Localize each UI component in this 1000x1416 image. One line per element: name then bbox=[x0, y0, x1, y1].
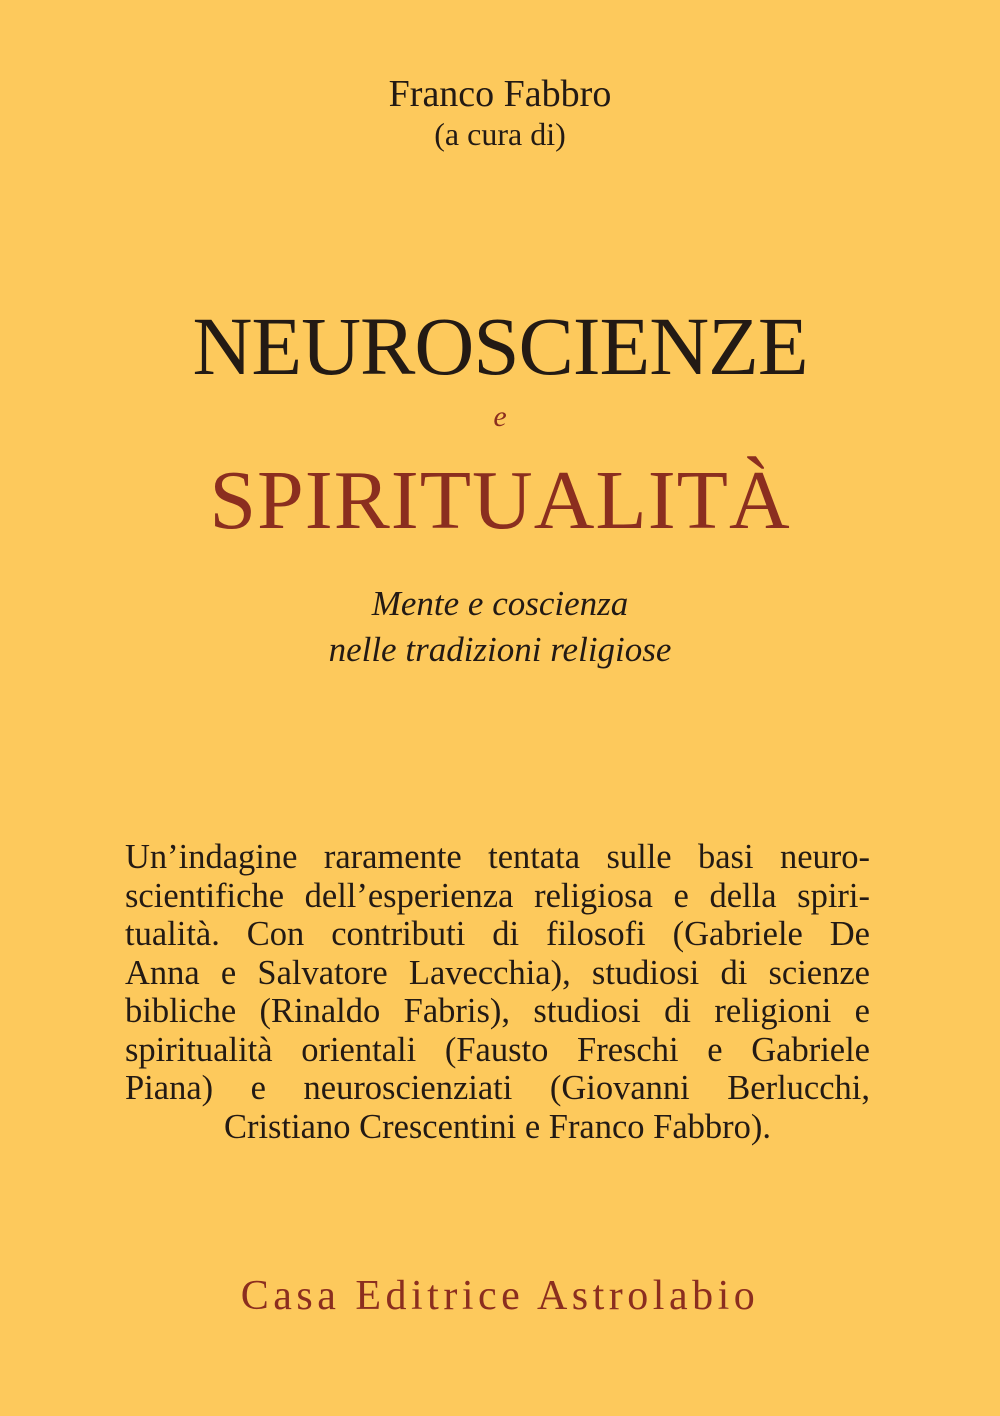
title-line-2: SPIRITUALITÀ bbox=[209, 454, 791, 547]
author-name: Franco Fabbro bbox=[388, 73, 612, 115]
blurb-line: Anna e Salvatore Lavecchia), studiosi di scienze bbox=[125, 953, 870, 992]
subtitle-line-1: Mente e coscienza bbox=[371, 584, 629, 623]
blurb bbox=[125, 838, 870, 1146]
title-line-1: NEUROSCIENZE bbox=[192, 300, 808, 392]
editor-note: (a cura di) bbox=[434, 116, 566, 152]
publisher: Casa Editrice Astrolabio bbox=[240, 1273, 760, 1319]
blurb-line: Cristiano Crescentini e Franco Fabbro). bbox=[223, 1107, 772, 1146]
blurb-line: Piana) e neuroscienziati (Giovanni Berlucchi, bbox=[125, 1069, 870, 1107]
title-conjunction: e bbox=[493, 400, 507, 433]
blurb-line: tualità. Con contributi di filosofi (Gabriele De bbox=[125, 915, 870, 953]
blurb-line: spiritualità orientali (Fausto Freschi e Gabriele bbox=[125, 1030, 870, 1069]
blurb-line: bibliche (Rinaldo Fabris), studiosi di religioni e bbox=[125, 992, 870, 1030]
subtitle-line-2: nelle tradizioni religiose bbox=[328, 630, 672, 669]
blurb-line: Un’indagine raramente tentata sulle basi neuro- bbox=[125, 838, 870, 876]
blurb-line: scientifiche dell’esperienza religiosa e della spiri- bbox=[125, 876, 870, 915]
